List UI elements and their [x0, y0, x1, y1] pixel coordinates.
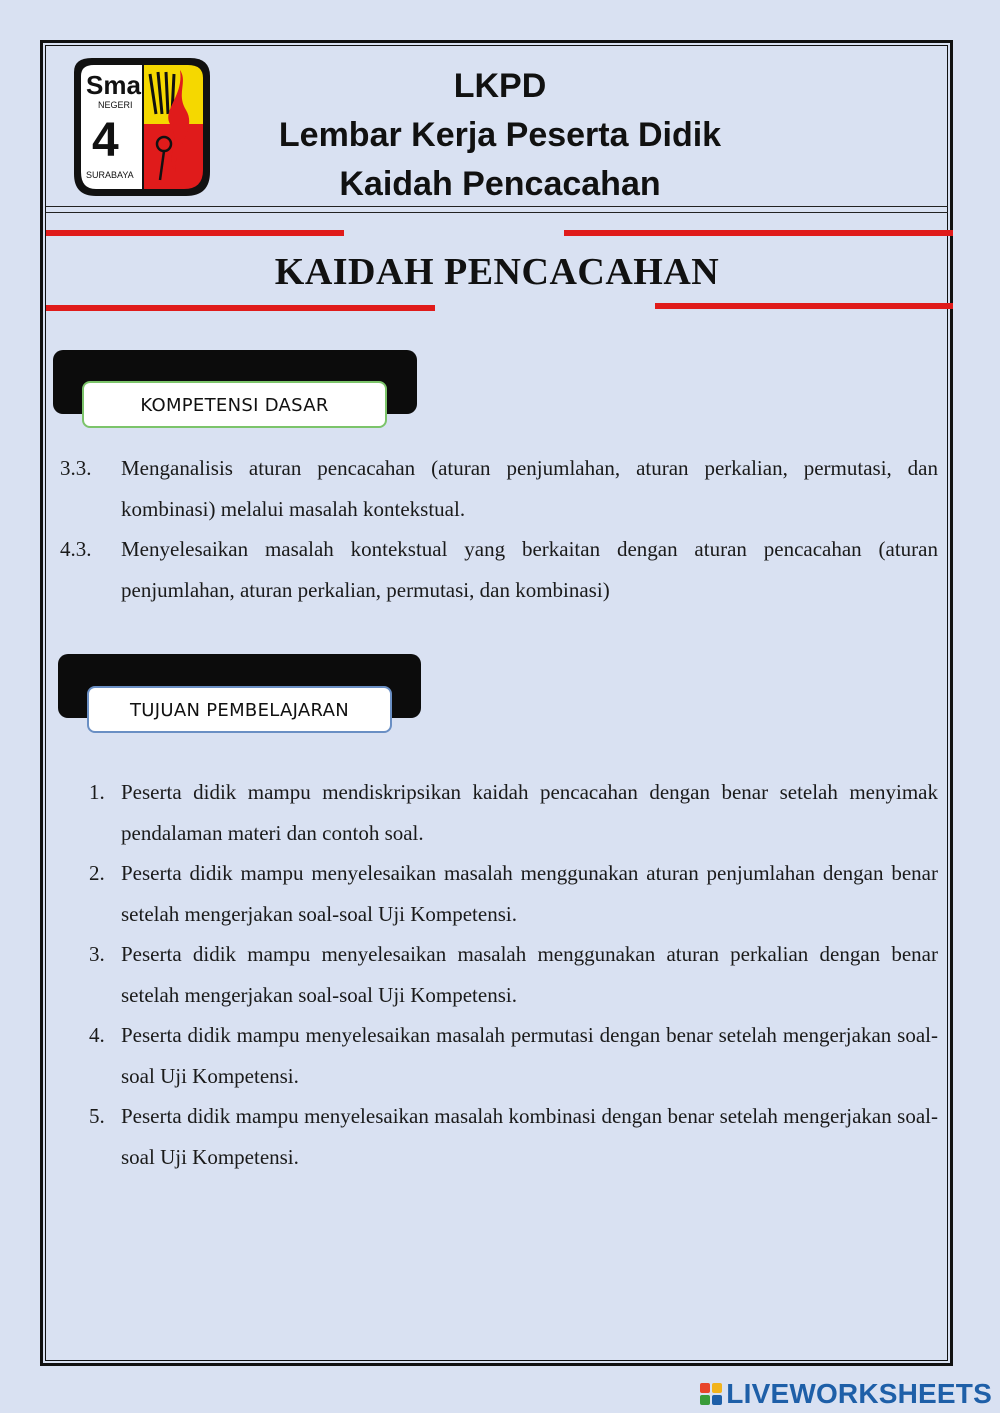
tujuan-number: 5.	[89, 1104, 105, 1128]
kompetensi-text: Menyelesaikan masalah kontekstual yang berkaitan dengan aturan pencacahan (aturan penjumlahan, aturan perkalian, permutasi, dan kombinasi)	[121, 537, 938, 602]
kompetensi-text: Menganalisis aturan pencacahan (aturan penjumlahan, aturan perkalian, permutasi, dan kombinasi) melalui masalah kontekstual.	[121, 456, 938, 521]
tujuan-number: 3.	[89, 942, 105, 966]
tujuan-text: Peserta didik mampu menyelesaikan masalah menggunakan aturan perkalian dengan benar setelah mengerjakan soal-soal Uji Kompetensi.	[121, 942, 938, 1007]
list-item	[80, 772, 938, 853]
red-bar-top-right	[564, 230, 953, 236]
tujuan-label: TUJUAN PEMBELAJARAN	[87, 686, 392, 733]
list-item	[80, 1015, 938, 1096]
red-bar-bottom-left	[46, 305, 435, 311]
kompetensi-number: 4.3.	[60, 537, 92, 561]
tujuan-text: Peserta didik mampu menyelesaikan masalah menggunakan aturan penjumlahan dengan benar setelah mengerjakan soal-soal Uji Kompetensi.	[121, 861, 938, 926]
kompetensi-number: 3.3.	[60, 456, 92, 480]
tujuan-text: Peserta didik mampu menyelesaikan masalah permutasi dengan benar setelah mengerjakan soal-soal Uji Kompetensi.	[121, 1023, 938, 1088]
header-topic: Kaidah Pencacahan	[339, 165, 661, 203]
liveworksheets-logo-icon	[700, 1383, 722, 1405]
header-divider-top	[46, 206, 948, 207]
kompetensi-list	[60, 448, 938, 610]
tujuan-number: 4.	[89, 1023, 105, 1047]
main-title: KAIDAH PENCACAHAN	[274, 251, 720, 293]
kompetensi-label: KOMPETENSI DASAR	[82, 381, 387, 428]
red-bar-top-left	[46, 230, 344, 236]
header-subtitle: Lembar Kerja Peserta Didik	[278, 116, 722, 154]
logo-sma-text: Sma	[86, 70, 141, 100]
tujuan-number: 2.	[89, 861, 105, 885]
tujuan-number: 1.	[89, 780, 105, 804]
list-item	[80, 1096, 938, 1177]
header-title-block	[230, 62, 770, 209]
liveworksheets-brand[interactable]	[700, 1378, 992, 1410]
header-lkpd: LKPD	[453, 67, 547, 105]
tujuan-list	[80, 772, 938, 1177]
school-logo	[64, 52, 218, 202]
logo-city-text: SURABAYA	[86, 170, 134, 180]
list-item	[60, 448, 938, 529]
list-item	[80, 853, 938, 934]
tujuan-text: Peserta didik mampu mendiskripsikan kaidah pencacahan dengan benar setelah menyimak pendalaman materi dan contoh soal.	[121, 780, 938, 845]
header-divider-bottom	[46, 212, 948, 213]
tujuan-text: Peserta didik mampu menyelesaikan masalah kombinasi dengan benar setelah mengerjakan soal-soal Uji Kompetensi.	[121, 1104, 938, 1169]
list-item	[80, 934, 938, 1015]
red-bar-bottom-right	[655, 303, 953, 309]
brand-text: LIVEWORKSHEETS	[726, 1378, 992, 1409]
list-item	[60, 529, 938, 610]
logo-number-text: 4	[92, 114, 119, 167]
logo-negeri-text: NEGERI	[98, 100, 133, 110]
